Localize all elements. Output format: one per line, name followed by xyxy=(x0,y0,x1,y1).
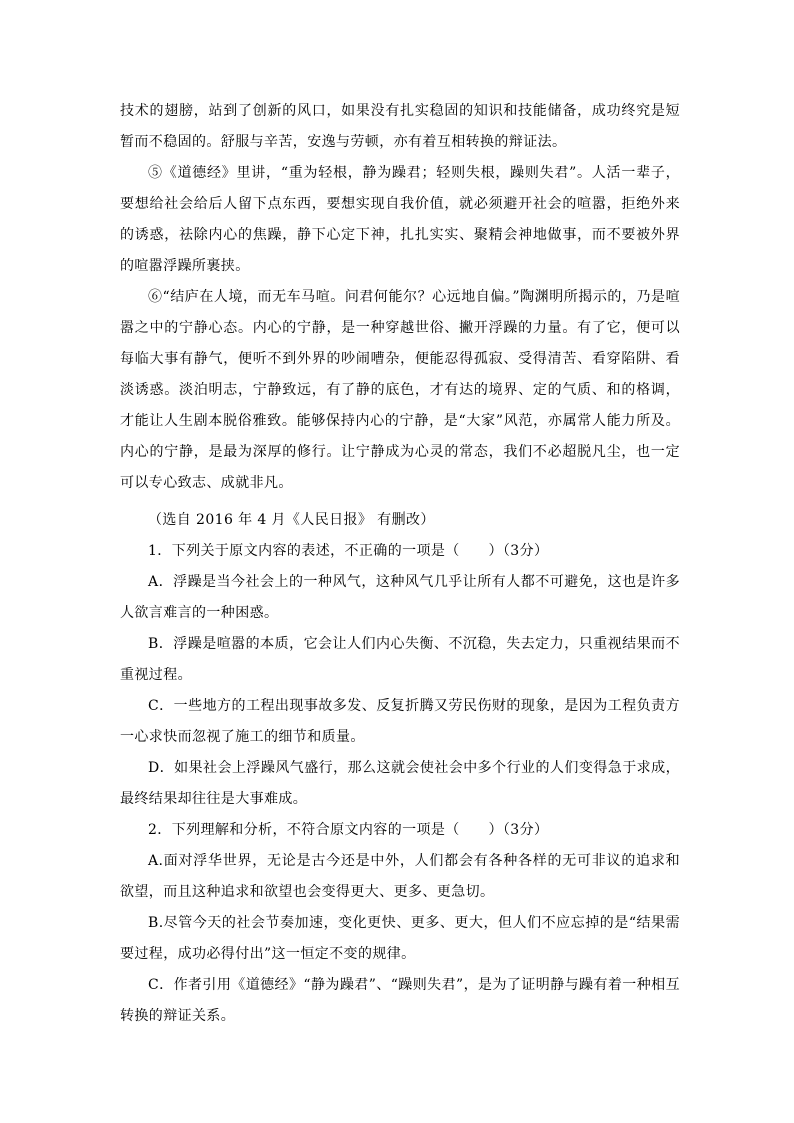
question-1-option-c: C．一些地方的工程出现事故多发、反复折腾又劳民伤财的现象，是因为工程负责方一心求快而忽视了施工的细节和质量。 xyxy=(120,698,680,745)
question-2-option-c: C．作者引用《道德经》“静为躁君”、“躁则失君”，是为了证明静与躁有着一种相互转换的辩证关系。 xyxy=(120,977,680,1024)
source-note: （选自 2016 年 4 月《人民日报》 有删改） xyxy=(148,512,435,528)
question-1: 1．下列关于原文内容的表述，不正确的一项是（ ）（3分） xyxy=(148,543,549,559)
paragraph-continuation: 技术的翅膀，站到了创新的风口，如果没有扎实稳固的知识和技能储备，成功终究是短暂而不稳固的。舒服与辛苦，安逸与劳顿，亦有着互相转换的辩证法。 xyxy=(120,103,680,150)
question-2-option-b: B.尽管今天的社会节奏加速，变化更快、更多、更大，但人们不应忘掉的是“结果需要过程，成功必得付出”这一恒定不变的规律。 xyxy=(120,915,680,962)
question-2-option-a: A.面对浮华世界，无论是古今还是中外，人们都会有各种各样的无可非议的追求和欲望，而且这种追求和欲望也会变得更大、更多、更急切。 xyxy=(120,853,680,900)
paragraph-5: ⑤《道德经》里讲，“重为轻根，静为躁君；轻则失根，躁则失君”。人活一辈子，要想给社会给后人留下点东西，要想实现自我价值，就必须避开社会的喧嚣，拒绝外来的诱惑，祛除内心的焦躁，静下心定下神，扎扎实实、聚精会神地做事，而不要被外界的喧嚣浮躁所裹挟。 xyxy=(120,165,680,274)
question-1-option-a: A．浮躁是当今社会上的一种风气，这种风气几乎让所有人都不可避免，这也是许多人欲言难言的一种困惑。 xyxy=(120,574,680,621)
question-2: 2．下列理解和分析，不符合原文内容的一项是（ ）（3分） xyxy=(148,822,549,838)
paragraph-6: ⑥“结庐在人境，而无车马喧。问君何能尔？心远地自偏。”陶渊明所揭示的，乃是喧嚣之中的宁静心态。内心的宁静，是一种穿越世俗、撇开浮躁的力量。有了它，便可以每临大事有静气，便听不到外界的吵闹嘈杂，便能忍得孤寂、受得清苦、看穿陷阱、看淡诱惑。淡泊明志，宁静致远，有了静的底色，才有达的境界、定的气质、和的格调，才能让人生剧本脱俗雅致。能够保持内心的宁静，是“大家”风范，亦属常人能力所及。内心的宁静，是最为深厚的修行。让宁静成为心灵的常态，我们不必超脱凡尘，也一定可以专心致志、成就非凡。 xyxy=(120,289,680,491)
question-1-option-d: D．如果社会上浮躁风气盛行，那么这就会使社会中多个行业的人们变得急于求成，最终结果却往往是大事难成。 xyxy=(120,760,680,807)
question-1-option-b: B．浮躁是喧嚣的本质，它会让人们内心失衡、不沉稳，失去定力，只重视结果而不重视过程。 xyxy=(120,636,680,683)
